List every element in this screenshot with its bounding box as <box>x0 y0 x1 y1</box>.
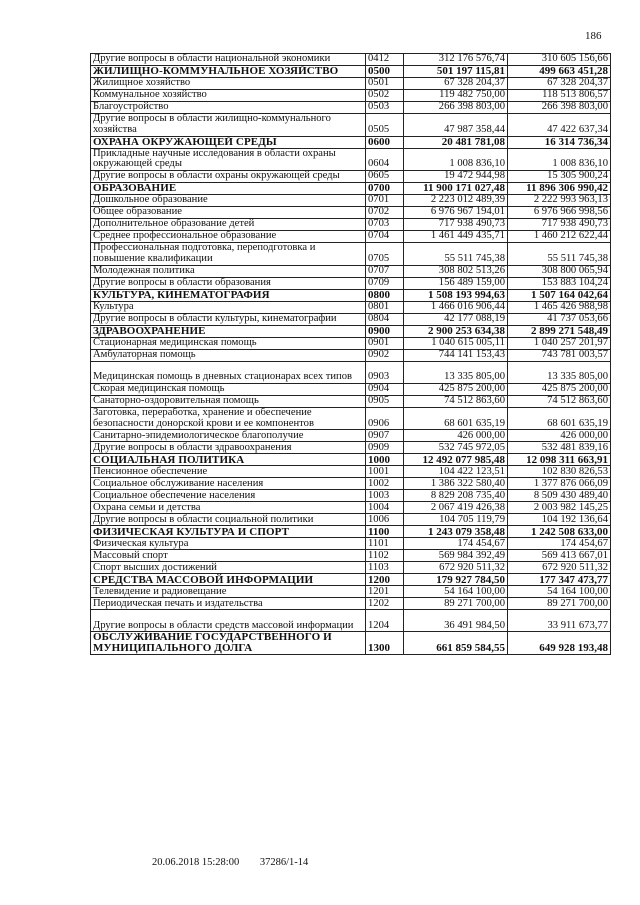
row-value-2-cell: 67 328 204,37 <box>508 78 611 90</box>
table-row <box>91 490 611 502</box>
table-row <box>91 395 611 407</box>
row-value-1-cell: 501 197 115,81 <box>404 66 508 78</box>
table-row <box>91 207 611 219</box>
row-name-cell: Охрана семьи и детства <box>91 502 366 514</box>
section-row <box>91 454 611 466</box>
row-value-1-cell: 426 000,00 <box>404 430 508 442</box>
row-name-cell: Дошкольное образование <box>91 195 366 207</box>
row-value-2-cell: 717 938 490,73 <box>508 219 611 231</box>
row-value-2-cell: 499 663 451,28 <box>508 66 611 78</box>
row-name-cell: СОЦИАЛЬНАЯ ПОЛИТИКА <box>91 454 366 466</box>
row-value-2-cell: 743 781 003,57 <box>508 349 611 361</box>
row-value-2-cell: 425 875 200,00 <box>508 383 611 395</box>
row-name-cell: Стационарная медицинская помощь <box>91 337 366 349</box>
row-name-cell: Социальное обслуживание населения <box>91 478 366 490</box>
row-value-2-cell: 310 605 156,66 <box>508 54 611 66</box>
row-value-1-cell: 89 271 700,00 <box>404 598 508 610</box>
section-row <box>91 325 611 337</box>
row-code-cell: 1102 <box>366 550 404 562</box>
row-code-cell: 0705 <box>366 243 404 266</box>
row-code-cell: 0900 <box>366 325 404 337</box>
row-value-2-cell: 649 928 193,48 <box>508 632 611 655</box>
table-row <box>91 586 611 598</box>
row-value-2-cell: 672 920 511,32 <box>508 562 611 574</box>
row-value-1-cell: 2 900 253 634,38 <box>404 325 508 337</box>
row-code-cell: 1103 <box>366 562 404 574</box>
row-code-cell: 1004 <box>366 502 404 514</box>
row-code-cell: 0903 <box>366 361 404 383</box>
row-value-1-cell: 6 976 967 194,01 <box>404 207 508 219</box>
row-value-1-cell: 8 829 208 735,40 <box>404 490 508 502</box>
table-row <box>91 538 611 550</box>
row-code-cell: 0412 <box>366 54 404 66</box>
row-name-cell: Другие вопросы в области жилищно-коммунального хозяйства <box>91 114 366 137</box>
row-value-1-cell: 532 745 972,05 <box>404 442 508 454</box>
row-value-2-cell: 33 911 673,77 <box>508 610 611 632</box>
row-value-2-cell: 1 460 212 622,44 <box>508 231 611 243</box>
row-code-cell: 1202 <box>366 598 404 610</box>
row-value-1-cell: 717 938 490,73 <box>404 219 508 231</box>
row-value-1-cell: 1 386 322 580,40 <box>404 478 508 490</box>
row-value-2-cell: 118 513 806,57 <box>508 90 611 102</box>
row-name-cell: СРЕДСТВА МАССОВОЙ ИНФОРМАЦИИ <box>91 574 366 586</box>
row-name-cell: Коммунальное хозяйство <box>91 90 366 102</box>
section-row <box>91 289 611 301</box>
table-row <box>91 148 611 171</box>
row-value-2-cell: 11 896 306 990,42 <box>508 183 611 195</box>
table-row <box>91 265 611 277</box>
footer-timestamp: 20.06.2018 15:28:00 <box>152 857 240 868</box>
table-row <box>91 562 611 574</box>
table-row <box>91 383 611 395</box>
table-row <box>91 243 611 266</box>
row-name-cell: ОХРАНА ОКРУЖАЮЩЕЙ СРЕДЫ <box>91 136 366 148</box>
table-row <box>91 466 611 478</box>
row-code-cell: 1002 <box>366 478 404 490</box>
row-code-cell: 0704 <box>366 231 404 243</box>
row-value-1-cell: 1 040 615 005,11 <box>404 337 508 349</box>
row-code-cell: 0702 <box>366 207 404 219</box>
row-name-cell: Жилищное хозяйство <box>91 78 366 90</box>
row-value-2-cell: 102 830 826,53 <box>508 466 611 478</box>
row-value-1-cell: 425 875 200,00 <box>404 383 508 395</box>
row-value-2-cell: 532 481 839,16 <box>508 442 611 454</box>
budget-table <box>90 53 611 655</box>
row-name-cell: Другие вопросы в области социальной политики <box>91 514 366 526</box>
row-code-cell: 1006 <box>366 514 404 526</box>
row-value-2-cell: 89 271 700,00 <box>508 598 611 610</box>
row-code-cell: 0800 <box>366 289 404 301</box>
row-value-1-cell: 54 164 100,00 <box>404 586 508 598</box>
row-value-1-cell: 19 472 944,98 <box>404 171 508 183</box>
row-value-1-cell: 55 511 745,38 <box>404 243 508 266</box>
row-value-2-cell: 47 422 637,34 <box>508 114 611 137</box>
row-value-2-cell: 266 398 803,00 <box>508 102 611 114</box>
row-code-cell: 1000 <box>366 454 404 466</box>
section-row <box>91 136 611 148</box>
table-row <box>91 195 611 207</box>
row-value-1-cell: 661 859 584,55 <box>404 632 508 655</box>
row-value-1-cell: 67 328 204,37 <box>404 78 508 90</box>
row-value-2-cell: 55 511 745,38 <box>508 243 611 266</box>
row-code-cell: 0500 <box>366 66 404 78</box>
row-name-cell: Среднее профессиональное образование <box>91 231 366 243</box>
row-value-2-cell: 174 454,67 <box>508 538 611 550</box>
row-value-2-cell: 153 883 104,24 <box>508 277 611 289</box>
row-name-cell: Амбулаторная помощь <box>91 349 366 361</box>
row-code-cell: 1100 <box>366 526 404 538</box>
row-code-cell: 0501 <box>366 78 404 90</box>
row-value-2-cell: 1 465 426 988,98 <box>508 301 611 313</box>
row-name-cell: Периодическая печать и издательства <box>91 598 366 610</box>
table-row <box>91 313 611 325</box>
page-footer <box>152 857 326 868</box>
section-row <box>91 183 611 195</box>
row-code-cell: 0701 <box>366 195 404 207</box>
table-row <box>91 231 611 243</box>
row-code-cell: 0502 <box>366 90 404 102</box>
row-value-2-cell: 1 242 508 633,00 <box>508 526 611 538</box>
row-name-cell: Санаторно-оздоровительная помощь <box>91 395 366 407</box>
row-code-cell: 0904 <box>366 383 404 395</box>
row-code-cell: 0901 <box>366 337 404 349</box>
row-value-2-cell: 1 507 164 042,64 <box>508 289 611 301</box>
table-row <box>91 277 611 289</box>
row-value-2-cell: 74 512 863,60 <box>508 395 611 407</box>
row-code-cell: 0605 <box>366 171 404 183</box>
table-row <box>91 54 611 66</box>
section-row <box>91 526 611 538</box>
row-value-1-cell: 2 067 419 426,38 <box>404 502 508 514</box>
row-name-cell: Благоустройство <box>91 102 366 114</box>
table-row <box>91 407 611 430</box>
row-code-cell: 0801 <box>366 301 404 313</box>
row-code-cell: 1204 <box>366 610 404 632</box>
row-value-1-cell: 36 491 984,50 <box>404 610 508 632</box>
page-number: 186 <box>585 30 602 42</box>
row-value-1-cell: 1 466 016 906,44 <box>404 301 508 313</box>
table-row <box>91 610 611 632</box>
budget-table-body <box>91 54 611 655</box>
row-name-cell: ЗДРАВООХРАНЕНИЕ <box>91 325 366 337</box>
row-code-cell: 0505 <box>366 114 404 137</box>
row-value-1-cell: 672 920 511,32 <box>404 562 508 574</box>
row-code-cell: 0804 <box>366 313 404 325</box>
row-value-1-cell: 74 512 863,60 <box>404 395 508 407</box>
row-name-cell: Молодежная политика <box>91 265 366 277</box>
table-row <box>91 90 611 102</box>
row-name-cell: Другие вопросы в области национальной экономики <box>91 54 366 66</box>
row-name-cell: Скорая медицинская помощь <box>91 383 366 395</box>
row-value-2-cell: 426 000,00 <box>508 430 611 442</box>
row-name-cell: Культура <box>91 301 366 313</box>
row-value-1-cell: 156 489 159,00 <box>404 277 508 289</box>
table-row <box>91 430 611 442</box>
row-name-cell: Санитарно-эпидемиологическое благополучие <box>91 430 366 442</box>
row-value-1-cell: 68 601 635,19 <box>404 407 508 430</box>
row-value-1-cell: 308 802 513,26 <box>404 265 508 277</box>
row-value-1-cell: 47 987 358,44 <box>404 114 508 137</box>
row-code-cell: 0707 <box>366 265 404 277</box>
row-value-1-cell: 312 176 576,74 <box>404 54 508 66</box>
row-name-cell: Другие вопросы в области охраны окружающей среды <box>91 171 366 183</box>
table-row <box>91 598 611 610</box>
table-row <box>91 219 611 231</box>
section-row <box>91 66 611 78</box>
row-code-cell: 0703 <box>366 219 404 231</box>
row-name-cell: Другие вопросы в области здравоохранения <box>91 442 366 454</box>
row-value-1-cell: 104 705 119,79 <box>404 514 508 526</box>
table-row <box>91 171 611 183</box>
row-value-2-cell: 1 008 836,10 <box>508 148 611 171</box>
row-code-cell: 0503 <box>366 102 404 114</box>
table-row <box>91 442 611 454</box>
row-value-1-cell: 1 008 836,10 <box>404 148 508 171</box>
row-name-cell: Физическая культура <box>91 538 366 550</box>
row-value-1-cell: 104 422 123,51 <box>404 466 508 478</box>
row-value-1-cell: 42 177 088,19 <box>404 313 508 325</box>
row-value-1-cell: 119 482 750,00 <box>404 90 508 102</box>
row-name-cell: Прикладные научные исследования в области охраны окружающей среды <box>91 148 366 171</box>
table-row <box>91 502 611 514</box>
row-value-1-cell: 1 243 079 358,48 <box>404 526 508 538</box>
row-name-cell: Дополнительное образование детей <box>91 219 366 231</box>
row-value-2-cell: 2 003 982 145,25 <box>508 502 611 514</box>
row-code-cell: 0604 <box>366 148 404 171</box>
row-code-cell: 0709 <box>366 277 404 289</box>
table-row <box>91 337 611 349</box>
row-code-cell: 1003 <box>366 490 404 502</box>
row-code-cell: 0907 <box>366 430 404 442</box>
table-row <box>91 514 611 526</box>
row-name-cell: Заготовка, переработка, хранение и обеспечение безопасности донорской крови и ее компонентов <box>91 407 366 430</box>
row-value-2-cell: 16 314 736,34 <box>508 136 611 148</box>
row-name-cell: Телевидение и радиовещание <box>91 586 366 598</box>
row-value-1-cell: 1 461 449 435,71 <box>404 231 508 243</box>
table-row <box>91 102 611 114</box>
row-value-1-cell: 179 927 784,50 <box>404 574 508 586</box>
table-row <box>91 114 611 137</box>
row-name-cell: Другие вопросы в области средств массовой информации <box>91 610 366 632</box>
row-code-cell: 1200 <box>366 574 404 586</box>
row-value-2-cell: 2 899 271 548,49 <box>508 325 611 337</box>
table-row <box>91 78 611 90</box>
row-value-1-cell: 2 223 012 489,39 <box>404 195 508 207</box>
row-value-2-cell: 104 192 136,64 <box>508 514 611 526</box>
row-name-cell: ФИЗИЧЕСКАЯ КУЛЬТУРА И СПОРТ <box>91 526 366 538</box>
table-row <box>91 349 611 361</box>
table-row <box>91 478 611 490</box>
row-name-cell: Другие вопросы в области образования <box>91 277 366 289</box>
row-name-cell: КУЛЬТУРА, КИНЕМАТОГРАФИЯ <box>91 289 366 301</box>
row-code-cell: 1001 <box>366 466 404 478</box>
row-value-1-cell: 569 984 392,49 <box>404 550 508 562</box>
footer-doc-id: 37286/1-14 <box>259 857 309 868</box>
row-name-cell: Пенсионное обеспечение <box>91 466 366 478</box>
table-row <box>91 361 611 383</box>
row-value-2-cell: 54 164 100,00 <box>508 586 611 598</box>
row-value-2-cell: 13 335 805,00 <box>508 361 611 383</box>
row-value-2-cell: 569 413 667,01 <box>508 550 611 562</box>
row-value-2-cell: 8 509 430 489,40 <box>508 490 611 502</box>
row-name-cell: ОБРАЗОВАНИЕ <box>91 183 366 195</box>
row-name-cell: Социальное обеспечение населения <box>91 490 366 502</box>
row-value-1-cell: 744 141 153,43 <box>404 349 508 361</box>
row-value-1-cell: 11 900 171 027,48 <box>404 183 508 195</box>
row-code-cell: 1101 <box>366 538 404 550</box>
row-name-cell: Спорт высших достижений <box>91 562 366 574</box>
table-row <box>91 550 611 562</box>
table-row <box>91 301 611 313</box>
row-value-1-cell: 13 335 805,00 <box>404 361 508 383</box>
row-code-cell: 1300 <box>366 632 404 655</box>
row-value-2-cell: 15 305 900,24 <box>508 171 611 183</box>
row-value-1-cell: 174 454,67 <box>404 538 508 550</box>
row-value-2-cell: 2 222 993 963,13 <box>508 195 611 207</box>
row-value-2-cell: 6 976 966 998,56 <box>508 207 611 219</box>
row-value-2-cell: 1 040 257 201,97 <box>508 337 611 349</box>
row-code-cell: 1201 <box>366 586 404 598</box>
row-name-cell: Другие вопросы в области культуры, кинематографии <box>91 313 366 325</box>
row-value-2-cell: 177 347 473,77 <box>508 574 611 586</box>
row-name-cell: Массовый спорт <box>91 550 366 562</box>
row-name-cell: Медицинская помощь в дневных стационарах всех типов <box>91 361 366 383</box>
row-value-1-cell: 20 481 781,08 <box>404 136 508 148</box>
row-code-cell: 0700 <box>366 183 404 195</box>
row-value-2-cell: 1 377 876 066,09 <box>508 478 611 490</box>
row-value-1-cell: 12 492 077 985,48 <box>404 454 508 466</box>
row-value-2-cell: 68 601 635,19 <box>508 407 611 430</box>
row-name-cell: ОБСЛУЖИВАНИЕ ГОСУДАРСТВЕННОГО И МУНИЦИПАЛЬНОГО ДОЛГА <box>91 632 366 655</box>
row-value-1-cell: 266 398 803,00 <box>404 102 508 114</box>
row-code-cell: 0902 <box>366 349 404 361</box>
row-code-cell: 0906 <box>366 407 404 430</box>
row-name-cell: Профессиональная подготовка, переподготовка и повышение квалификации <box>91 243 366 266</box>
row-value-2-cell: 41 737 053,66 <box>508 313 611 325</box>
section-row <box>91 574 611 586</box>
row-value-2-cell: 12 098 311 663,91 <box>508 454 611 466</box>
row-code-cell: 0600 <box>366 136 404 148</box>
row-name-cell: ЖИЛИЩНО-КОММУНАЛЬНОЕ ХОЗЯЙСТВО <box>91 66 366 78</box>
row-value-1-cell: 1 508 193 994,63 <box>404 289 508 301</box>
row-code-cell: 0909 <box>366 442 404 454</box>
section-row <box>91 632 611 655</box>
row-value-2-cell: 308 800 065,94 <box>508 265 611 277</box>
row-code-cell: 0905 <box>366 395 404 407</box>
row-name-cell: Общее образование <box>91 207 366 219</box>
